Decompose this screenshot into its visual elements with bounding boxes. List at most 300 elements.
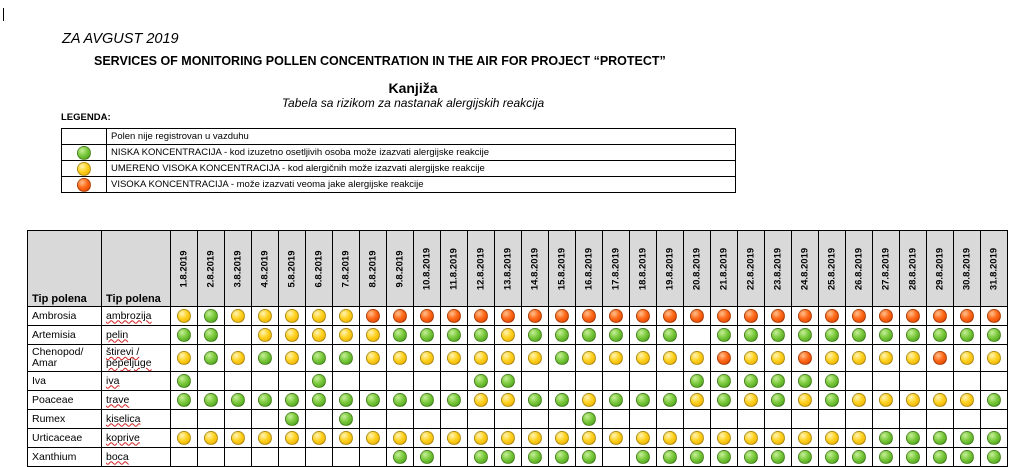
green-level-icon: [177, 328, 191, 342]
yellow-level-icon: [582, 351, 596, 365]
concentration-cell: [657, 372, 684, 391]
concentration-cell: [387, 410, 414, 429]
concentration-cell: [441, 429, 468, 448]
date-label: 20.8.2019: [691, 247, 703, 290]
concentration-cell: [792, 307, 819, 326]
concentration-cell: [252, 448, 279, 467]
concentration-cell: [333, 448, 360, 467]
concentration-cell: [225, 326, 252, 345]
yellow-level-icon: [474, 393, 488, 407]
date-label: 4.8.2019: [259, 250, 271, 287]
date-label: 24.8.2019: [799, 247, 811, 290]
concentration-cell: [657, 326, 684, 345]
concentration-cell: [360, 326, 387, 345]
pollen-local-name: koprive: [106, 431, 140, 444]
pollen-local-name-cell: [102, 391, 171, 410]
concentration-cell: [819, 345, 846, 372]
concentration-cell: [603, 326, 630, 345]
yellow-level-icon: [825, 351, 839, 365]
concentration-cell: [657, 448, 684, 467]
concentration-cell: [441, 326, 468, 345]
yellow-level-icon: [339, 309, 353, 323]
concentration-cell: [981, 326, 1008, 345]
legend-symbol: [62, 145, 107, 161]
concentration-cell: [495, 372, 522, 391]
date-header: [225, 231, 252, 307]
date-header: [360, 231, 387, 307]
concentration-cell: [198, 345, 225, 372]
green-level-icon: [798, 374, 812, 388]
date-label: 15.8.2019: [556, 247, 568, 290]
concentration-cell: [981, 345, 1008, 372]
date-header: [954, 231, 981, 307]
date-label: 18.8.2019: [637, 247, 649, 290]
green-level-icon: [636, 393, 650, 407]
concentration-cell: [468, 326, 495, 345]
concentration-cell: [738, 410, 765, 429]
green-level-icon: [771, 450, 785, 464]
concentration-cell: [522, 391, 549, 410]
date-label: 3.8.2019: [232, 250, 244, 287]
concentration-cell: [792, 448, 819, 467]
concentration-cell: [954, 391, 981, 410]
concentration-cell: [819, 410, 846, 429]
orange-level-icon: [717, 351, 731, 365]
pollen-latin-name: Urticaceae: [28, 429, 102, 448]
concentration-cell: [414, 410, 441, 429]
concentration-cell: [198, 326, 225, 345]
concentration-cell: [765, 448, 792, 467]
yellow-level-icon: [852, 393, 866, 407]
green-level-icon: [663, 328, 677, 342]
concentration-cell: [549, 410, 576, 429]
yellow-level-icon: [285, 309, 299, 323]
concentration-cell: [684, 391, 711, 410]
concentration-cell: [765, 326, 792, 345]
green-level-icon: [717, 328, 731, 342]
concentration-cell: [495, 429, 522, 448]
date-header: [900, 231, 927, 307]
concentration-cell: [603, 448, 630, 467]
date-header: [333, 231, 360, 307]
yellow-level-icon: [474, 431, 488, 445]
concentration-cell: [846, 429, 873, 448]
yellow-level-icon: [636, 431, 650, 445]
yellow-level-icon: [366, 328, 380, 342]
concentration-cell: [387, 326, 414, 345]
concentration-cell: [171, 410, 198, 429]
concentration-cell: [981, 307, 1008, 326]
orange-level-icon: [798, 351, 812, 365]
pollen-local-name-cell: [102, 326, 171, 345]
yellow-level-icon: [960, 393, 974, 407]
concentration-cell: [954, 326, 981, 345]
concentration-cell: [819, 429, 846, 448]
yellow-level-icon: [852, 351, 866, 365]
concentration-cell: [981, 391, 1008, 410]
concentration-cell: [630, 410, 657, 429]
date-label: 27.8.2019: [880, 247, 892, 290]
date-header: [981, 231, 1008, 307]
yellow-level-icon: [690, 431, 704, 445]
concentration-cell: [603, 372, 630, 391]
orange-level-icon: [663, 309, 677, 323]
green-level-icon: [798, 328, 812, 342]
station-name: Kanjiža: [388, 80, 438, 96]
concentration-cell: [792, 345, 819, 372]
concentration-cell: [360, 391, 387, 410]
date-label: 12.8.2019: [475, 247, 487, 290]
green-level-icon: [879, 450, 893, 464]
yellow-level-icon: [339, 328, 353, 342]
orange-level-icon: [528, 309, 542, 323]
yellow-level-icon: [339, 431, 353, 445]
concentration-cell: [603, 410, 630, 429]
yellow-level-icon: [501, 393, 515, 407]
concentration-cell: [846, 448, 873, 467]
date-header: [171, 231, 198, 307]
date-header: [657, 231, 684, 307]
concentration-cell: [900, 326, 927, 345]
orange-level-icon: [636, 309, 650, 323]
concentration-cell: [684, 429, 711, 448]
concentration-cell: [711, 448, 738, 467]
concentration-cell: [279, 410, 306, 429]
legend-row: [62, 161, 736, 177]
yellow-level-icon: [258, 328, 272, 342]
date-header: [198, 231, 225, 307]
concentration-cell: [738, 429, 765, 448]
green-level-icon: [447, 328, 461, 342]
concentration-cell: [306, 448, 333, 467]
yellow-level-icon: [609, 431, 623, 445]
date-label: 17.8.2019: [610, 247, 622, 290]
orange-level-icon: [690, 309, 704, 323]
pollen-latin-name: Xanthium: [28, 448, 102, 467]
concentration-cell: [873, 391, 900, 410]
green-level-icon: [582, 412, 596, 426]
legend-symbol: [62, 161, 107, 177]
date-label: 21.8.2019: [718, 247, 730, 290]
green-level-icon: [933, 328, 947, 342]
concentration-cell: [711, 429, 738, 448]
green-level-icon: [285, 393, 299, 407]
green-level-icon: [933, 450, 947, 464]
green-level-icon: [987, 328, 1001, 342]
orange-level-icon: [744, 309, 758, 323]
yellow-level-icon: [231, 309, 245, 323]
concentration-cell: [360, 307, 387, 326]
green-level-icon: [447, 393, 461, 407]
concentration-cell: [846, 345, 873, 372]
pollen-risk-table: [27, 230, 1008, 467]
concentration-cell: [954, 429, 981, 448]
green-level-icon: [960, 450, 974, 464]
yellow-level-icon: [906, 351, 920, 365]
concentration-cell: [522, 307, 549, 326]
green-level-icon: [474, 328, 488, 342]
green-level-icon: [906, 431, 920, 445]
concentration-cell: [468, 410, 495, 429]
green-level-icon: [366, 393, 380, 407]
concentration-cell: [306, 326, 333, 345]
concentration-cell: [252, 345, 279, 372]
date-header: [441, 231, 468, 307]
green-level-icon: [528, 328, 542, 342]
yellow-level-icon: [258, 309, 272, 323]
concentration-cell: [387, 307, 414, 326]
concentration-cell: [981, 372, 1008, 391]
yellow-level-icon: [582, 431, 596, 445]
concentration-cell: [522, 326, 549, 345]
yellow-level-icon: [906, 393, 920, 407]
green-level-icon: [744, 374, 758, 388]
concentration-cell: [495, 410, 522, 429]
concentration-cell: [306, 345, 333, 372]
green-level-icon: [204, 393, 218, 407]
green-level-icon: [555, 393, 569, 407]
concentration-cell: [576, 448, 603, 467]
concentration-cell: [468, 429, 495, 448]
orange-level-icon: [987, 309, 1001, 323]
date-label: 9.8.2019: [394, 250, 406, 287]
concentration-cell: [954, 372, 981, 391]
green-level-icon: [852, 328, 866, 342]
green-level-icon: [555, 328, 569, 342]
green-level-icon: [204, 309, 218, 323]
yellow-level-icon: [501, 351, 515, 365]
concentration-cell: [387, 372, 414, 391]
concentration-cell: [738, 448, 765, 467]
concentration-cell: [414, 391, 441, 410]
yellow-level-icon: [798, 431, 812, 445]
yellow-level-icon: [771, 351, 785, 365]
green-level-icon: [474, 374, 488, 388]
concentration-cell: [900, 345, 927, 372]
pollen-local-name-cell: [102, 448, 171, 467]
concentration-cell: [576, 372, 603, 391]
legend-symbol: [62, 177, 107, 193]
date-header: [873, 231, 900, 307]
orange-level-icon: [420, 309, 434, 323]
yellow-level-icon: [312, 328, 326, 342]
concentration-cell: [252, 391, 279, 410]
legend-row: [62, 177, 736, 193]
green-level-icon: [582, 450, 596, 464]
concentration-cell: [333, 410, 360, 429]
concentration-cell: [819, 391, 846, 410]
green-level-icon: [636, 328, 650, 342]
yellow-level-icon: [312, 309, 326, 323]
pollen-local-name: ambrozija: [106, 309, 152, 322]
concentration-cell: [792, 429, 819, 448]
concentration-cell: [630, 372, 657, 391]
concentration-cell: [279, 391, 306, 410]
green-level-icon: [825, 374, 839, 388]
concentration-cell: [171, 345, 198, 372]
concentration-cell: [225, 429, 252, 448]
concentration-cell: [603, 307, 630, 326]
concentration-cell: [549, 345, 576, 372]
concentration-cell: [522, 429, 549, 448]
green-level-icon: [258, 393, 272, 407]
green-level-icon: [339, 393, 353, 407]
concentration-cell: [711, 410, 738, 429]
green-level-icon: [933, 431, 947, 445]
date-label: 28.8.2019: [907, 247, 919, 290]
yellow-level-icon: [717, 431, 731, 445]
green-level-icon: [906, 450, 920, 464]
concentration-cell: [414, 307, 441, 326]
pollen-local-name: boca: [106, 450, 129, 463]
report-period: ZA AVGUST 2019: [62, 31, 179, 47]
green-level-icon: [690, 450, 704, 464]
concentration-cell: [711, 391, 738, 410]
legend-text: NISKA KONCENTRACIJA - kod izuzetno osetljivih osoba može izazvati alergijske reakcije: [107, 145, 736, 161]
concentration-cell: [927, 345, 954, 372]
concentration-cell: [657, 429, 684, 448]
concentration-cell: [792, 410, 819, 429]
pollen-row: [28, 326, 1008, 345]
date-header: [306, 231, 333, 307]
concentration-cell: [549, 326, 576, 345]
concentration-cell: [900, 448, 927, 467]
concentration-cell: [738, 372, 765, 391]
green-level-icon: [717, 393, 731, 407]
green-level-icon: [77, 146, 91, 160]
concentration-cell: [684, 326, 711, 345]
yellow-level-icon: [852, 431, 866, 445]
concentration-cell: [684, 345, 711, 372]
concentration-cell: [306, 307, 333, 326]
date-header: [711, 231, 738, 307]
concentration-cell: [549, 372, 576, 391]
concentration-cell: [441, 307, 468, 326]
concentration-cell: [711, 345, 738, 372]
date-label: 10.8.2019: [421, 247, 433, 290]
concentration-cell: [225, 410, 252, 429]
green-level-icon: [231, 393, 245, 407]
concentration-cell: [900, 391, 927, 410]
concentration-cell: [981, 429, 1008, 448]
pollen-row: [28, 429, 1008, 448]
concentration-cell: [252, 307, 279, 326]
pollen-row: [28, 448, 1008, 467]
yellow-level-icon: [771, 431, 785, 445]
concentration-cell: [873, 326, 900, 345]
green-level-icon: [852, 450, 866, 464]
concentration-cell: [873, 410, 900, 429]
yellow-level-icon: [177, 351, 191, 365]
date-header: [630, 231, 657, 307]
green-level-icon: [474, 450, 488, 464]
concentration-cell: [738, 307, 765, 326]
concentration-cell: [765, 345, 792, 372]
date-header: [792, 231, 819, 307]
concentration-cell: [549, 391, 576, 410]
concentration-cell: [711, 372, 738, 391]
green-level-icon: [177, 374, 191, 388]
orange-level-icon: [717, 309, 731, 323]
yellow-level-icon: [528, 431, 542, 445]
concentration-cell: [576, 429, 603, 448]
concentration-cell: [954, 345, 981, 372]
orange-level-icon: [933, 351, 947, 365]
legend-text: Polen nije registrovan u vazduhu: [107, 129, 736, 145]
pollen-latin-name: Ambrosia: [28, 307, 102, 326]
green-level-icon: [987, 450, 1001, 464]
concentration-cell: [279, 429, 306, 448]
concentration-cell: [981, 410, 1008, 429]
pollen-local-name: trave: [106, 393, 130, 406]
green-level-icon: [663, 393, 677, 407]
green-level-icon: [339, 412, 353, 426]
concentration-cell: [630, 448, 657, 467]
concentration-cell: [900, 307, 927, 326]
concentration-cell: [954, 307, 981, 326]
green-level-icon: [204, 351, 218, 365]
concentration-cell: [468, 372, 495, 391]
yellow-level-icon: [744, 351, 758, 365]
concentration-cell: [225, 307, 252, 326]
concentration-cell: [387, 448, 414, 467]
concentration-cell: [711, 326, 738, 345]
concentration-cell: [684, 410, 711, 429]
pollen-local-name-cell: [102, 410, 171, 429]
concentration-cell: [819, 307, 846, 326]
concentration-cell: [522, 372, 549, 391]
date-label: 31.8.2019: [988, 247, 1000, 290]
concentration-cell: [765, 372, 792, 391]
green-level-icon: [663, 450, 677, 464]
orange-level-icon: [555, 309, 569, 323]
orange-level-icon: [447, 309, 461, 323]
green-level-icon: [987, 431, 1001, 445]
pollen-row: [28, 391, 1008, 410]
yellow-level-icon: [744, 393, 758, 407]
concentration-cell: [333, 391, 360, 410]
green-level-icon: [960, 431, 974, 445]
yellow-level-icon: [312, 431, 326, 445]
legend-text: UMERENO VISOKA KONCENTRACIJA - kod alergičnih može izazvati alergijske reakcije: [107, 161, 736, 177]
date-header: [927, 231, 954, 307]
date-label: 14.8.2019: [529, 247, 541, 290]
concentration-cell: [630, 429, 657, 448]
legend-row: [62, 129, 736, 145]
concentration-cell: [873, 345, 900, 372]
concentration-cell: [198, 372, 225, 391]
date-header: [279, 231, 306, 307]
concentration-cell: [819, 448, 846, 467]
concentration-cell: [873, 372, 900, 391]
yellow-level-icon: [987, 351, 1001, 365]
concentration-cell: [225, 391, 252, 410]
green-level-icon: [528, 450, 542, 464]
orange-level-icon: [393, 309, 407, 323]
concentration-cell: [495, 345, 522, 372]
yellow-level-icon: [960, 351, 974, 365]
date-header: [738, 231, 765, 307]
green-level-icon: [744, 328, 758, 342]
concentration-cell: [900, 372, 927, 391]
green-level-icon: [177, 393, 191, 407]
concentration-cell: [414, 326, 441, 345]
orange-level-icon: [474, 309, 488, 323]
concentration-cell: [603, 345, 630, 372]
yellow-level-icon: [420, 431, 434, 445]
concentration-cell: [792, 326, 819, 345]
concentration-cell: [387, 391, 414, 410]
